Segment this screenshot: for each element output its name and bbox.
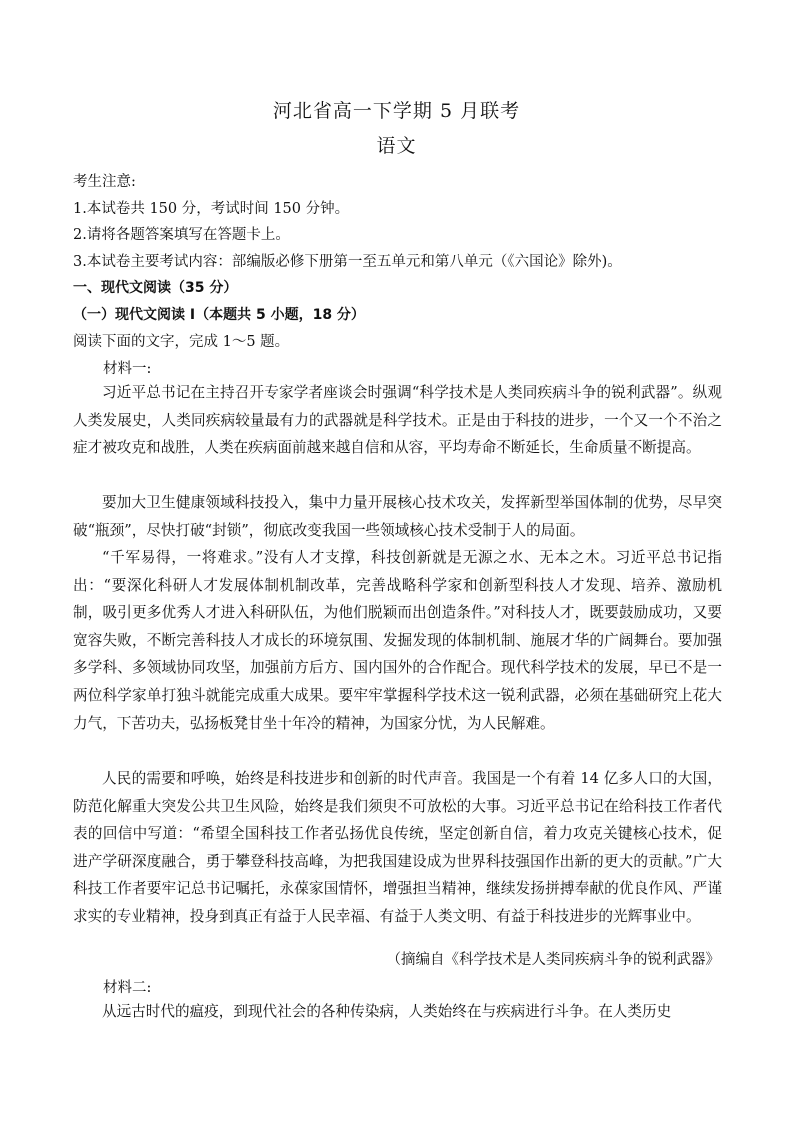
notice-item-2: 2.请将各题答案填写在答题卡上。 <box>73 227 290 243</box>
material-2-label: 材料二: <box>103 980 152 996</box>
material-1-paragraph-1: 习近平总书记在主持召开专家学者座谈会时强调“科学技术是人类同疾病斗争的锐利武器”。纵观人类发展史，人类同疾病较量最有力的武器就是科学技术。正是由于科技的进步，一个又一个不治之症才被攻克和战胜，人类在疾病面前越来越自信和从容，平均寿命不断延长，生命质量不断提高。 <box>73 384 722 457</box>
section-heading: 一、现代文阅读（35 分） <box>73 280 238 296</box>
material-1-paragraph-4: 人民的需要和呼唤，始终是科技进步和创新的时代声音。我国是一个有着 14 亿多人口的大国，防范化解重大突发公共卫生风险，始终是我们须臾不可放松的大事。习近平总书记在给科技工作者代表的回信中写道：“希望全国科技工作者弘扬优良传统，坚定创新自信，着力攻克关键核心技术，促进产学研深度融合，勇于攀登科技高峰，为把我国建设成为世界科技强国作出新的更大的贡献。”广大科技工作者要牢记总书记嘱托，永葆家国情怀，增强担当精神，继续发扬拼搏奉献的优良作风、严谨求实的专业精神，投身到真正有益于人民幸福、有益于人类文明、有益于科技进步的光辉事业中。 <box>73 770 722 925</box>
material-2-paragraph-1: 从远古时代的瘟疫，到现代社会的各种传染病，人类始终在与疾病进行斗争。在人类历史 <box>102 1003 672 1020</box>
sub-section-heading: （一）现代文阅读 I（本题共 5 小题，18 分） <box>73 307 365 323</box>
exam-title: 河北省高一下学期 5 月联考 <box>272 100 521 122</box>
reading-instruction: 阅读下面的文字，完成 1～5 题。 <box>73 334 290 350</box>
material-1-paragraph-2: 要加大卫生健康领域科技投入，集中力量开展核心技术攻关，发挥新型举国体制的优势，尽早突破“瓶颈”，尽快打破“封锁”，彻底改变我国一些领域核心技术受制于人的局面。 <box>73 494 722 539</box>
notice-item-1: 1.本试卷共 150 分，考试时间 150 分钟。 <box>73 201 350 217</box>
subject-title: 语文 <box>376 135 417 157</box>
material-1-label: 材料一: <box>103 361 152 377</box>
notice-item-3: 3.本试卷主要考试内容：部编版必修下册第一至五单元和第八单元（《六国论》除外)。 <box>73 254 622 270</box>
notice-heading: 考生注意: <box>73 174 136 190</box>
material-1-paragraph-3: “千军易得，一将难求。”没有人才支撑，科技创新就是无源之水、无本之木。习近平总书记指出：“要深化科研人才发展体制机制改革，完善战略科学家和创新型科技人才发现、培养、激励机制，吸引更多优秀人才进入科研队伍，为他们脱颖而出创造条件。”对科技人才，既要鼓励成功，又要宽容失败，不断完善科技人才成长的环境氛围、发掘发现的体制机制、施展才华的广阔舞台。要加强多学科、多领域协同攻坚，加强前方后方、国内国外的合作配合。现代科学技术的发展，早已不是一两位科学家单打独斗就能完成重大成果。要牢牢掌握科学技术这一锐利武器，必须在基础研究上花大力气，下苦功夫，弘扬板凳甘坐十年冷的精神，为国家分忧，为人民解难。 <box>73 549 722 732</box>
material-1-source: （摘编自《科学技术是人类同疾病斗争的锐利武器》 <box>386 952 720 968</box>
